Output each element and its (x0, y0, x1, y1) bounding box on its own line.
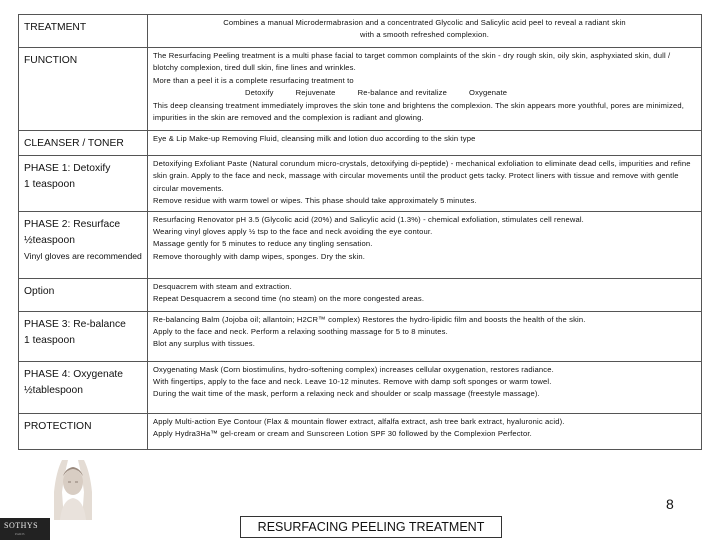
row-label (19, 311, 148, 361)
goal-item: Oxygenate (469, 88, 508, 98)
row-label (19, 211, 148, 278)
table-row (19, 131, 702, 156)
text-line: The Resurfacing Peeling treatment is a multi phase facial to target common complaints of the skin - dry rough skin, oily skin, asphyxiated skin, dull / blotchy complexion, tired dull skin, fine lines and wrinkles. (153, 51, 671, 73)
text-line: During the wait time of the mask, perform a relaxing neck and shoulder or scalp massage (freestyle massage). (153, 389, 540, 399)
row-label: PROTECTION (19, 413, 148, 449)
table-row (19, 15, 702, 48)
text-line: Eye & Lip Make-up Removing Fluid, cleansing milk and lotion duo according to the skin type (153, 134, 476, 143)
table-row (19, 48, 702, 131)
table-row (19, 361, 702, 413)
text-line: Detoxifying Exfoliant Paste (Natural corundum micro-crystals, detoxifying di-peptide) - mechanical exfoliation to eliminate dead cells, impurities and refine skin grain. Apply to the face and neck, massage with circular movements until the product gets tacky. Protect liners with tissue and remove with gentle circular movements. (153, 159, 691, 193)
table-row (19, 156, 702, 212)
text-line: Desquacrem with steam and extraction. (153, 281, 292, 291)
text-line: Combines a manual Microdermabrasion and a concentrated Glycolic and Salicylic acid peel to reveal a radiant skin (223, 18, 626, 27)
table-row (19, 413, 702, 449)
text-line: Remove thoroughly with damp wipes, sponges. Dry the skin. (153, 251, 365, 261)
text-line: Apply Multi-action Eye Contour (Flax & mountain flower extract, alfalfa extract, ash tree bark extract, hyaluronic acid). (153, 416, 565, 426)
brand-name: SOTHYS (4, 521, 39, 530)
row-label (19, 156, 148, 212)
goal-item: Rejuvenate (295, 88, 336, 98)
goals-list (153, 87, 696, 99)
brand-sub: PARIS (15, 532, 25, 536)
table-row (19, 211, 702, 278)
text-line: Massage gently for 5 minutes to reduce any tingling sensation. (153, 239, 373, 249)
phase-quantity: ½teaspoon (24, 234, 75, 246)
text-line: Apply Hydra3Ha™ gel-cream or cream and Sunscreen Lotion SPF 30 followed by the Complexion Perfector. (153, 429, 532, 439)
row-content (148, 361, 702, 413)
row-content (148, 278, 702, 311)
text-line: With fingertips, apply to the face and neck. Leave 10-12 minutes. Remove with damp soft sponges or warm towel. (153, 377, 552, 387)
text-line: Resurfacing Renovator pH 3.5 (Glycolic acid (20%) and Salicylic acid (1.3%) - chemical exfoliation, stimulates cell renewal. (153, 214, 584, 224)
phase-title: PHASE 2: Resurface (24, 218, 121, 230)
text-line: Remove residue with warm towel or wipes. This phase should take approximately 5 minutes. (153, 196, 477, 206)
text-line: This deep cleansing treatment immediately improves the skin tone and brightens the complexion. The skin appears more youthful, pores are minimized, impurities in the skin are removed and the complexion is radiant and glowing. (153, 100, 684, 123)
phase-quantity: 1 teaspoon (24, 179, 75, 190)
text-line: Blot any surplus with tissues. (153, 339, 255, 349)
text-line: Apply to the face and neck. Perform a relaxing soothing massage for 5 to 8 minutes. (153, 327, 448, 337)
phase-title: PHASE 4: Oxygenate (24, 368, 124, 380)
brand-logo (0, 518, 50, 540)
row-content (148, 211, 702, 278)
phase-quantity: 1 teaspoon (24, 334, 75, 346)
treatment-protocol-table (18, 14, 702, 450)
goal-item: Re-balance and revitalize (357, 88, 448, 98)
phase-title: PHASE 1: Detoxify (24, 163, 111, 174)
phase-quantity: ½tablespoon (24, 384, 83, 396)
footer-title: RESURFACING PEELING TREATMENT (240, 516, 502, 538)
row-label: TREATMENT (19, 15, 148, 48)
table-row (19, 311, 702, 361)
row-content (148, 15, 702, 48)
row-label: Option (19, 278, 148, 311)
row-content (148, 131, 702, 156)
row-content (148, 48, 702, 131)
text-line: Repeat Desquacrem a second time (no steam) on the more congested areas. (153, 294, 425, 304)
phase-title: PHASE 3: Re-balance (24, 318, 126, 330)
row-label: FUNCTION (19, 48, 148, 131)
text-line: More than a peel it is a complete resurfacing treatment to (153, 75, 354, 85)
phase-note: Vinyl gloves are recommended (24, 250, 142, 261)
row-content (148, 156, 702, 212)
page-number: 8 (666, 496, 674, 512)
row-content (148, 311, 702, 361)
model-photo (40, 452, 106, 520)
row-label: CLEANSER / TONER (19, 131, 148, 156)
text-line: with a smooth refreshed complexion. (360, 30, 489, 40)
table-row (19, 278, 702, 311)
row-label (19, 361, 148, 413)
goal-item: Detoxify (245, 88, 274, 98)
row-content (148, 413, 702, 449)
text-line: Oxygenating Mask (Corn biostimulins, hydro-softening complex) increases cellular oxygenation, restores radiance. (153, 364, 554, 374)
text-line: Re-balancing Balm (Jojoba oil; allantoin; H2CR™ complex) Restores the hydro-lipidic film and boosts the health of the skin. (153, 314, 586, 324)
text-line: Wearing vinyl gloves apply ½ tsp to the face and neck avoiding the eye contour. (153, 227, 433, 237)
